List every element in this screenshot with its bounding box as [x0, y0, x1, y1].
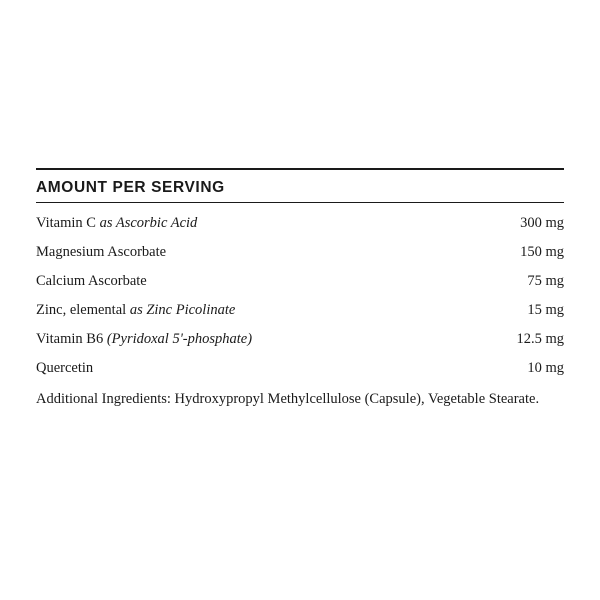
ingredient-row-calcium-ascorbate [36, 272, 564, 301]
ingredient-row-zinc [36, 301, 564, 330]
ingredient-name: Vitamin C as Ascorbic Acid [36, 215, 198, 231]
ingredient-row-magnesium-ascorbate [36, 243, 564, 272]
dot-leader [255, 333, 513, 343]
ingredient-list [36, 214, 564, 388]
dot-leader [150, 275, 525, 285]
supplement-facts-panel [36, 168, 564, 408]
ingredient-amount: 150 mg [520, 244, 564, 260]
ingredient-amount: 12.5 mg [516, 331, 564, 347]
ingredient-source: (Pyridoxal 5'-phosphate) [106, 331, 253, 347]
ingredient-source: as Ascorbic Acid [99, 215, 198, 231]
ingredient-row-vitamin-c [36, 214, 564, 243]
amount-per-serving-heading: AMOUNT PER SERVING [36, 179, 225, 196]
heading-rule [36, 202, 564, 203]
ingredient-name: Vitamin B6 (Pyridoxal 5'-phosphate) [36, 331, 253, 347]
ingredient-source: as Zinc Picolinate [129, 302, 236, 318]
dot-leader [200, 217, 517, 227]
ingredient-amount: 75 mg [527, 273, 564, 289]
ingredient-amount: 300 mg [520, 215, 564, 231]
top-rule [36, 168, 564, 170]
ingredient-name: Magnesium Ascorbate [36, 244, 167, 260]
ingredient-amount: 10 mg [527, 360, 564, 376]
ingredient-row-quercetin [36, 359, 564, 388]
ingredient-row-vitamin-b6 [36, 330, 564, 359]
additional-ingredients: Additional Ingredients: Hydroxypropyl Methylcellulose (Capsule), Vegetable Stearate. [36, 391, 540, 407]
dot-leader [238, 304, 524, 314]
ingredient-name: Calcium Ascorbate [36, 273, 147, 289]
ingredient-amount: 15 mg [527, 302, 564, 318]
ingredient-name: Quercetin [36, 360, 94, 376]
dot-leader [169, 246, 517, 256]
dot-leader [96, 362, 524, 372]
ingredient-name: Zinc, elemental as Zinc Picolinate [36, 302, 236, 318]
